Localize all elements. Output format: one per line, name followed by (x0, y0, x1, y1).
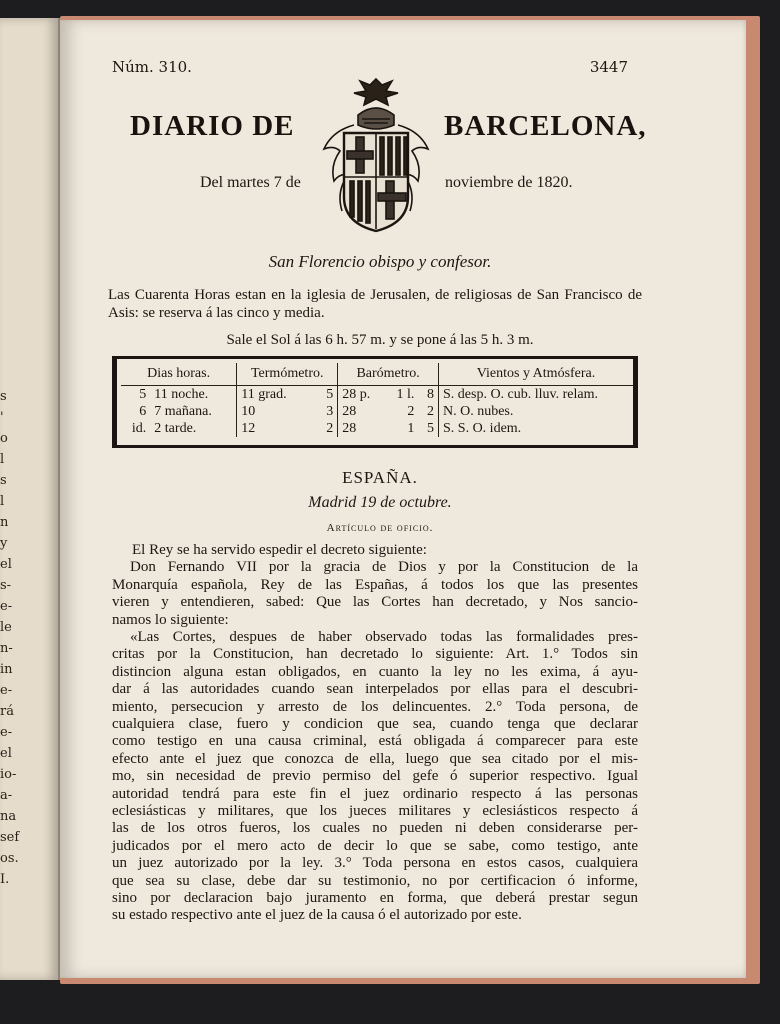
left-page-fragment: e- (0, 599, 13, 614)
weather-row (121, 403, 633, 420)
left-page-fragment: n (0, 515, 9, 530)
body-line: miento, persecucion y arresto de los delincuentes. 2.° Toda persona, de (112, 698, 638, 715)
left-page-fragment: io- (0, 767, 17, 782)
weather-header-thermometer: Termómetro. (237, 363, 338, 386)
left-page-fragment: el (0, 557, 12, 572)
weather-cell-baro-c: 8 (418, 386, 438, 404)
left-page-fragment: y (0, 536, 8, 551)
weather-cell-thermo-frac: 3 (315, 403, 338, 420)
body-line: judicados por el mero acto de decir lo que se sabe, como testigo, ante (112, 837, 638, 854)
left-page-fragment: na (0, 809, 17, 824)
weather-cell-baro-b: 1 (407, 420, 415, 436)
weather-table (112, 356, 638, 448)
left-page-fragment: s- (0, 578, 12, 593)
weather-cell-thermo-frac: 2 (315, 420, 338, 437)
issue-number: Núm. 310. (112, 58, 192, 76)
left-page-fragment: os. (0, 851, 19, 866)
left-page-fragment: e- (0, 725, 13, 740)
weather-row (121, 386, 633, 404)
weather-header-winds: Vientos y Atmósfera. (439, 363, 634, 386)
body-line: las de los otros fueros, los cuales no pueden ni deben considerarse per- (112, 820, 638, 837)
body-line: que sea su clase, debe dar su testimonio, no por certificacion ó informe, (112, 872, 638, 889)
left-page-fragment: le (0, 620, 12, 635)
left-page-fragment: I. (0, 872, 10, 887)
body-line: sino por declaracion bajo juramento en forma, que deberá prestar segun (112, 890, 638, 906)
weather-cell-hour: 7 mañana. (150, 403, 236, 420)
weather-cell-wind: N. O. nubes. (443, 403, 514, 419)
weather-cell-thermo: 12 (241, 420, 256, 436)
left-page-fragment: el (0, 746, 12, 761)
article-heading: Artículo de oficio. (326, 522, 434, 534)
left-page-fragment: in (0, 662, 13, 677)
left-page-fragment: rá (0, 704, 14, 719)
coat-of-arms-icon (318, 75, 434, 237)
body-line: El Rey se ha servido espedir el decreto siguiente: (132, 542, 427, 558)
page-number: 3447 (589, 58, 628, 76)
forty-hours-notice: Las Cuarenta Horas estan en la iglesia de Jerusalen, de religiosas de San Francisco de Asis: se reserva á las cinco y media. (108, 287, 642, 321)
weather-cell-hour: 2 tarde. (150, 420, 236, 437)
weather-cell-wind: S. desp. O. cub. lluv. relam. (443, 386, 599, 402)
weather-cell-baro-c: 5 (418, 420, 438, 437)
dateline: Madrid 19 de octubre. (308, 494, 452, 511)
body-line: Monarquía española, Rey de las Españas, á todos los que las presentes (112, 576, 638, 593)
body-line: namos lo siguiente: (112, 611, 229, 628)
body-line: cualquiera clase, fuero y condicion que sea, cuando tenga que declarar (112, 716, 638, 732)
weather-header-days: Dias horas. (121, 363, 237, 386)
weather-cell-wind: S. S. O. idem. (443, 420, 522, 436)
weather-row (121, 420, 633, 437)
weather-cell-day: 6 (139, 403, 147, 419)
weather-cell-baro-a: 28 (342, 420, 357, 436)
saint-of-the-day: San Florencio obispo y confesor. (268, 252, 492, 271)
weather-cell-baro-b: 1 l. (396, 386, 415, 402)
date-suffix: noviembre de 1820. (445, 174, 573, 191)
left-page-fragment: l (0, 494, 5, 509)
left-page-fragment: sef (0, 830, 20, 845)
left-page-fragment: ' (0, 410, 4, 425)
body-line: como testigo en una causa criminal, está obligada á comparecer para este (112, 733, 638, 750)
weather-cell-baro-c: 2 (418, 403, 438, 420)
body-line: mo, sin necesidad de previo permiso del gefe ó superior respectivo. Igual (112, 768, 638, 785)
weather-cell-thermo-frac: 5 (315, 386, 338, 404)
body-line: Don Fernando VII por la gracia de Dios y por la Constitucion de la (130, 559, 638, 576)
left-page-fragment: e- (0, 683, 13, 698)
weather-cell-day: id. (131, 420, 147, 436)
newspaper-page (60, 20, 746, 978)
left-page-fragment: n- (0, 641, 13, 656)
body-line: «Las Cortes, despues de haber observado todas las formalidades pres- (130, 629, 638, 645)
body-line: su estado respectivo ante el juez de la causa ó el autorizado por este. (112, 907, 522, 924)
masthead-left: DIARIO DE (130, 110, 295, 142)
left-facing-page (0, 18, 60, 980)
weather-cell-baro-a: 28 (342, 403, 357, 419)
body-line: eclesiásticas y militares, que los jueces militares y eclesiásticos respecto á (112, 803, 638, 819)
left-page-fragment: s (0, 389, 7, 404)
section-heading: ESPAÑA. (342, 468, 418, 487)
weather-cell-day: 5 (139, 386, 147, 402)
weather-cell-baro-b: 2 (407, 403, 415, 419)
weather-cell-hour: 11 noche. (150, 386, 236, 404)
date-prefix: Del martes 7 de (200, 174, 301, 191)
weather-cell-thermo: 10 (241, 403, 256, 419)
body-line: distincion alguna estan obligados, en cuanto la ley no les exima, á ayu- (112, 663, 638, 680)
left-page-fragment: o (0, 431, 8, 446)
sunrise-sunset: Sale el Sol á las 6 h. 57 m. y se pone á las 5 h. 3 m. (226, 332, 534, 348)
weather-cell-baro-a: 28 p. (342, 386, 371, 402)
body-line: efecto ante el juez que conozca de ella, luego que sea citado por el mis- (112, 750, 638, 767)
left-page-fragment: s (0, 473, 7, 488)
left-page-fragment: a- (0, 788, 13, 803)
body-line: dar á las autoridades cuando sean interpelados por ellas para el descubri- (112, 681, 638, 698)
weather-grid (121, 363, 633, 437)
left-page-fragment: l (0, 452, 5, 467)
masthead-right: BARCELONA, (444, 110, 647, 142)
body-line: vieren y entendieren, sabed: Que las Cortes han decretado, y Nos sancio- (112, 594, 638, 611)
weather-cell-thermo: 11 grad. (241, 386, 287, 402)
weather-header-barometer: Barómetro. (338, 363, 439, 386)
body-line: autoridad tendrá para este fin el juez ordinario respecto á las personas (112, 785, 638, 802)
body-line: critas por la Constitucion, han decretado lo siguiente: Art. 1.° Todos sin (112, 646, 638, 663)
body-line: un juez autorizado por la ley. 3.° Toda persona en estos casos, cualquiera (112, 855, 638, 872)
